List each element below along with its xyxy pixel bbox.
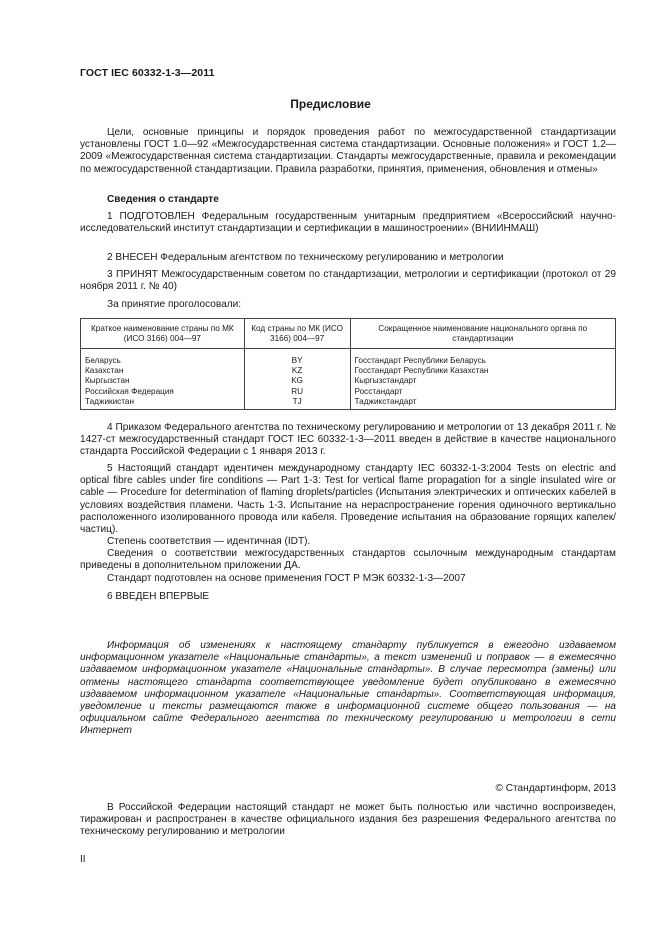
table-row [81, 366, 616, 376]
item-3-paragraph: 3 ПРИНЯТ Межгосударственным советом по стандартизации, метрологии и сертификации (протокол от 29 ноября 2011 г. № 40) [80, 269, 616, 293]
compliance-degree: Степень соответствия — идентичная (IDT). [107, 536, 311, 547]
item-1-paragraph: 1 ПОДГОТОВЛЕН Федеральным государственным унитарным предприятием «Всероссийский научно-исследовательский институт стандартизации и сертификации в машиностроении» (ВНИИНМАШ) [80, 211, 616, 235]
item-6-paragraph: 6 ВВЕДЕН ВПЕРВЫЕ [107, 591, 210, 602]
copyright-line: © Стандартинформ, 2013 [495, 783, 616, 794]
table-cell-body: Госстандарт Республики Казахстан [350, 366, 615, 376]
table-header-code: Код страны по МК (ИСО 3166) 004—97 [244, 319, 350, 349]
legal-notice: В Российской Федерации настоящий стандарт не может быть полностью или частично воспроизведен, тиражирован и распространен в качестве официального издания без разрешения Федерального агентства по техническому регулированию и метрологии [80, 802, 616, 838]
page-number: II [80, 854, 86, 865]
table-cell-code: TJ [244, 397, 350, 410]
table-cell-country: Казахстан [81, 366, 245, 376]
changes-notice: Информация об изменениях к настоящему стандарту публикуется в ежегодно издаваемом информационном указателе «Национальные стандарты», а текст изменений и поправок — в ежемесячно издаваемом информационном указателе «Национальные стандарты». В случае пересмотра (замены) или отмены настоящего стандарта соответствующее уведомление будет опубликовано в ежемесячно издаваемом информационном указателе «Национальные стандарты». Соответствующая информация, уведомление и тексты размещаются также в информационной системе общего пользования — на официальном сайте Федерального агентства по техническому регулированию и метрологии в сети Интернет [80, 640, 616, 737]
table-cell-country: Беларусь [81, 349, 245, 367]
table-header-body: Сокращенное наименование национального органа по стандартизации [350, 319, 615, 349]
table-cell-body: Росстандарт [350, 387, 615, 397]
countries-table [80, 318, 616, 410]
table-cell-country: Кыргызстан [81, 376, 245, 386]
table-row [81, 387, 616, 397]
standard-code-header: ГОСТ IEC 60332-1-3—2011 [80, 67, 215, 79]
table-row [81, 397, 616, 410]
table-cell-code: BY [244, 349, 350, 367]
table-row [81, 376, 616, 386]
page-title: Предисловие [290, 97, 371, 111]
table-header-country: Краткое наименование страны по МК (ИСО 3166) 004—97 [81, 319, 245, 349]
table-cell-country: Таджикистан [81, 397, 245, 410]
item-4-paragraph: 4 Приказом Федерального агентства по техническому регулированию и метрологии от 13 декабря 2011 г. № 1427-ст межгосударственный стандарт ГОСТ IEC 60332-1-3—2011 введен в действие в качестве национального стандарта Российской Федерации с 1 января 2013 г. [80, 422, 616, 458]
table-cell-country: Российская Федерация [81, 387, 245, 397]
item-2-paragraph: 2 ВНЕСЕН Федеральным агентством по техническому регулированию и метрологии [107, 252, 504, 263]
table-cell-code: RU [244, 387, 350, 397]
compliance-info: Сведения о соответствии межгосударственных стандартов ссылочным международным стандартам приведены в дополнительном приложении ДА. [80, 548, 616, 572]
table-header-row [81, 319, 616, 349]
vote-line: За принятие проголосовали: [107, 299, 242, 310]
table-cell-body: Госстандарт Республики Беларусь [350, 349, 615, 367]
item-5-paragraph: 5 Настоящий стандарт идентичен международному стандарту IEC 60332-1-3:2004 Tests on electric and optical fibre cables under fire conditions — Part 1-3: Test for vertical flame propagation for a single insulated wire or cable — Procedure for determination of flaming droplets/particles (Испытания электрических и оптических кабелей в условиях воздействия пламени. Часть 1-3. Испытание на нераспространение горения одиночного вертикально расположенного изолированного провода или кабеля. Проведение испытания на образование горящих капелек/частиц). [80, 463, 616, 536]
prepared-basis: Стандарт подготовлен на основе применения ГОСТ Р МЭК 60332-1-3—2007 [107, 573, 466, 584]
table-cell-code: KZ [244, 366, 350, 376]
table-cell-body: Таджикстандарт [350, 397, 615, 410]
intro-paragraph: Цели, основные принципы и порядок проведения работ по межгосударственной стандартизации установлены ГОСТ 1.0—92 «Межгосударственная система стандартизации. Основные положения» и ГОСТ 1.2—2009 «Межгосударственная система стандартизации. Стандарты межгосударственные, правила и рекомендации по межгосударственной стандартизации. Правила разработки, принятия, применения, обновления и отмены» [80, 127, 616, 175]
table-row [81, 349, 616, 367]
table-cell-code: KG [244, 376, 350, 386]
info-heading: Сведения о стандарте [107, 194, 219, 205]
table-cell-body: Кыргызстандарт [350, 376, 615, 386]
